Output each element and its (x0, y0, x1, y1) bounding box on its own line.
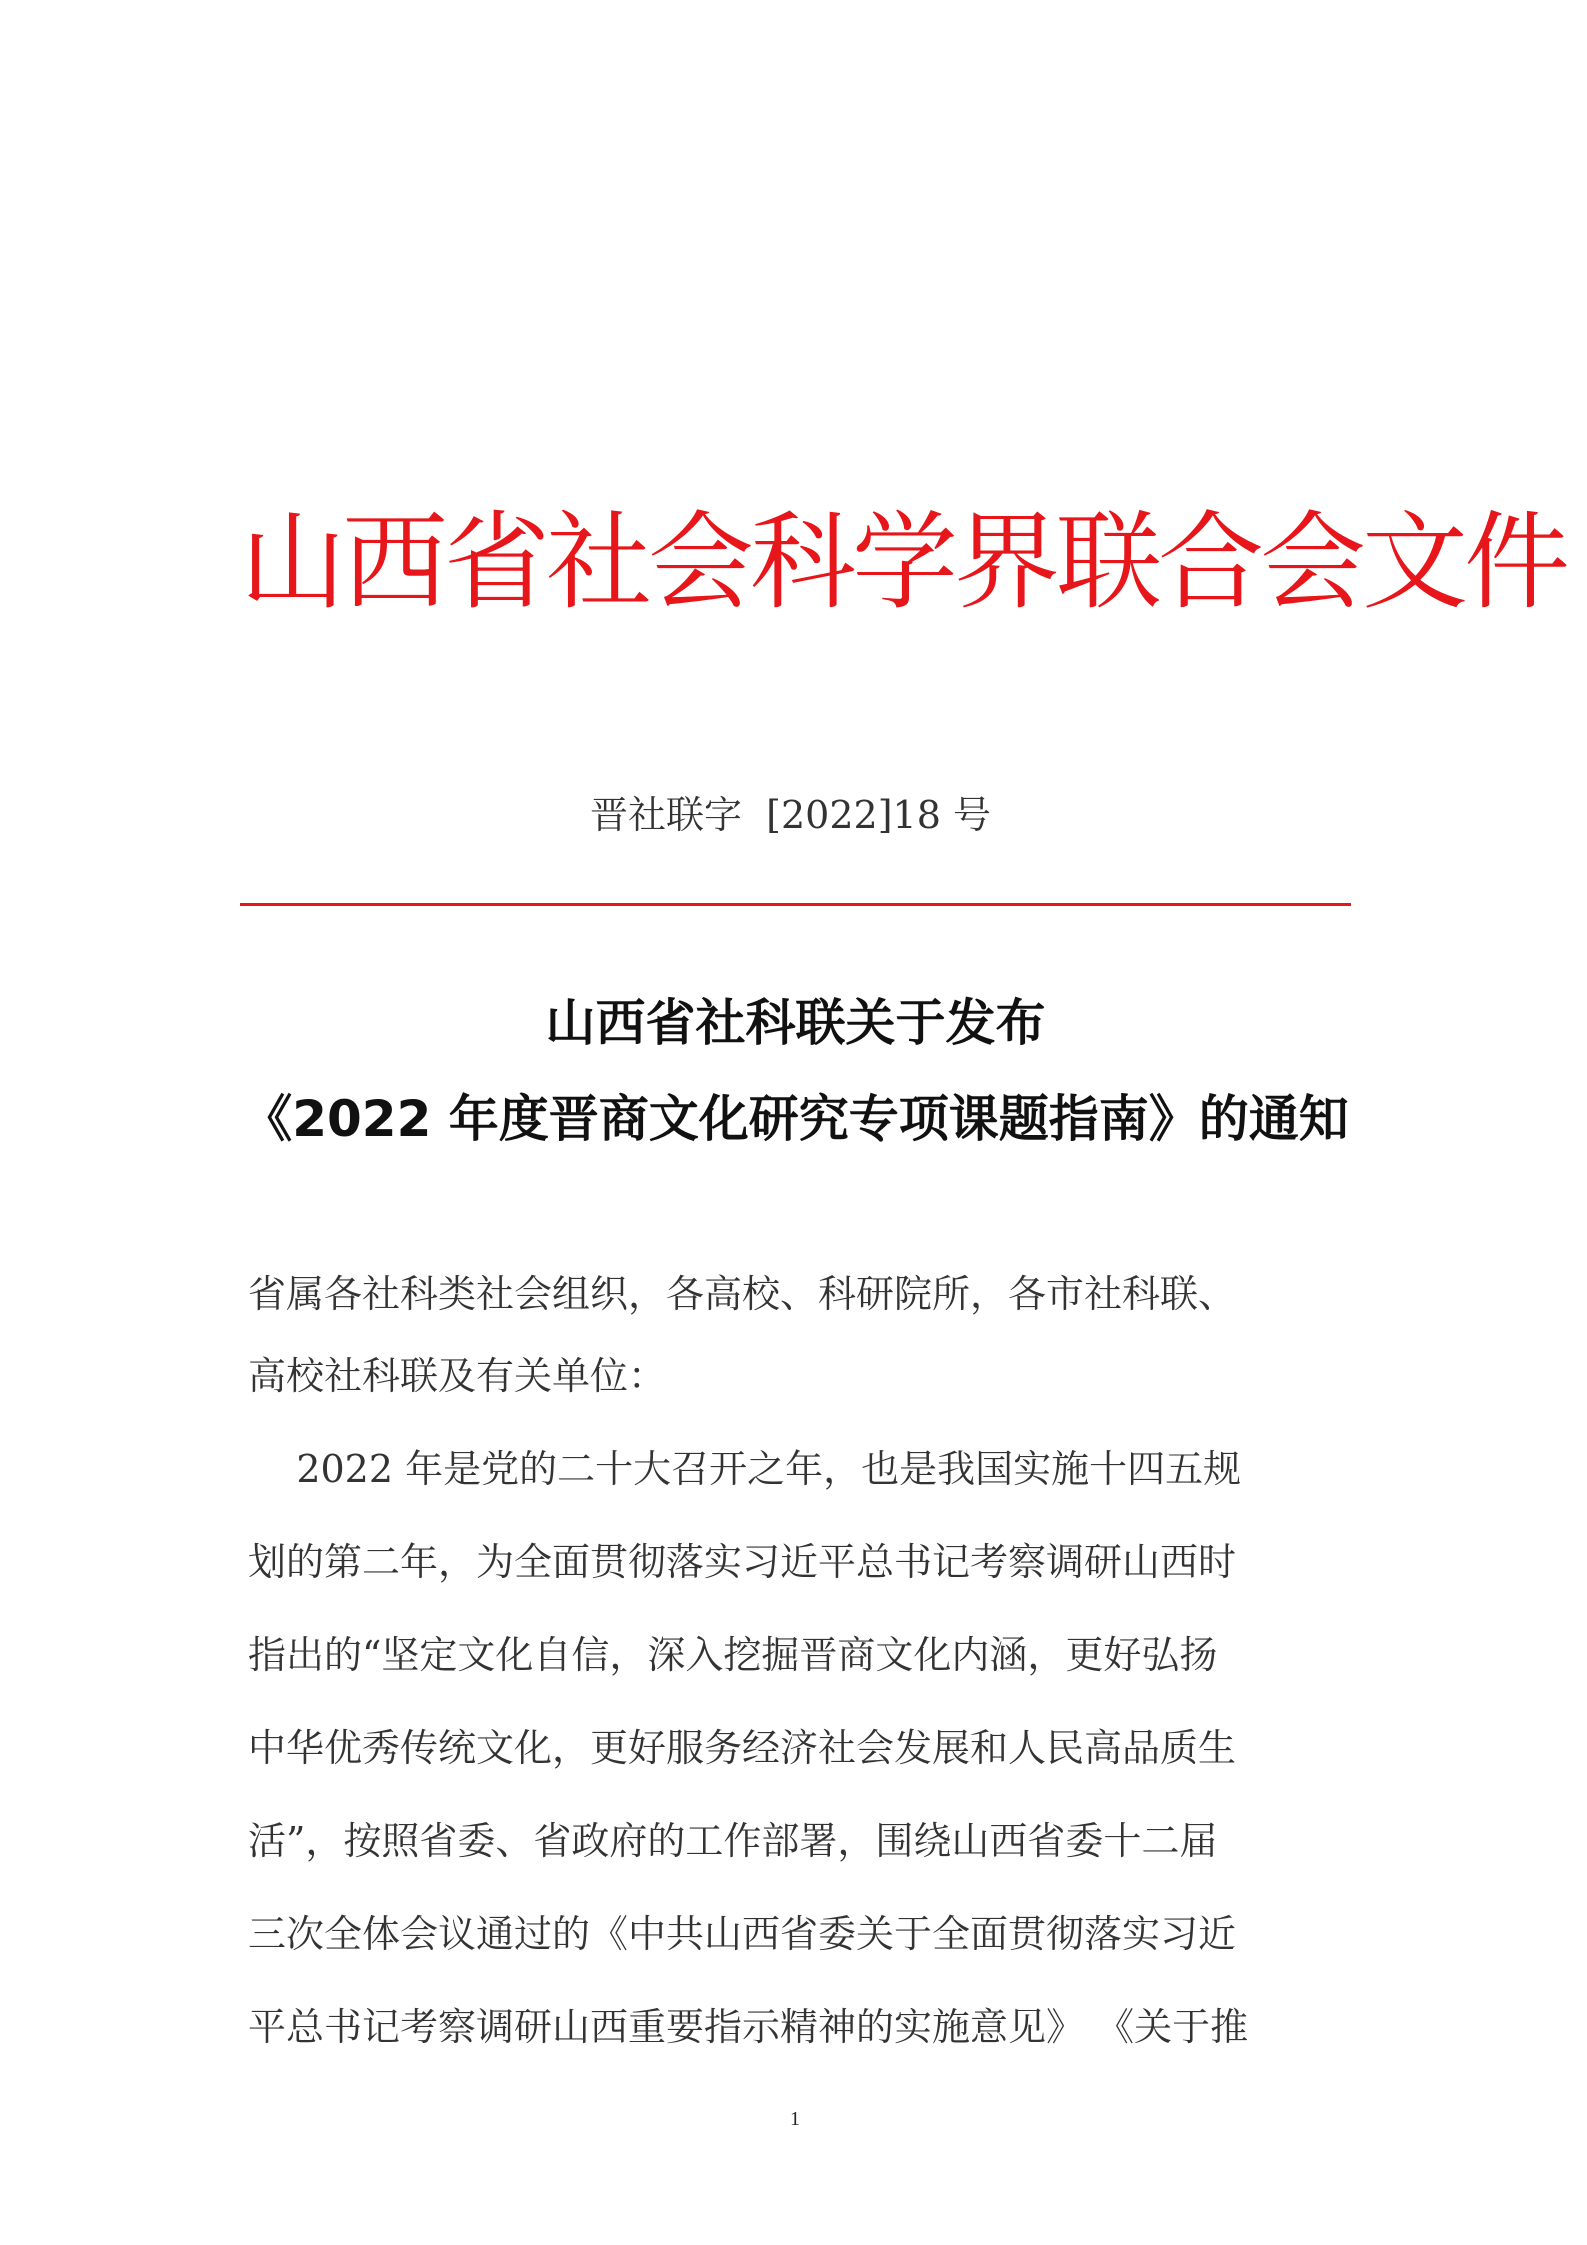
document-header-title: 山西省社会科学界联合会文件 (240, 501, 1566, 624)
body-line: 划的第二年，为全面贯彻落实习近平总书记考察调研山西时 (248, 1540, 1237, 1584)
body-line: 高校社科联及有关单位： (248, 1354, 667, 1398)
notice-title-line1: 山西省社科联关于发布 (545, 994, 1046, 1052)
page-number: 1 (790, 2108, 800, 2130)
body-line: 中华优秀传统文化，更好服务经济社会发展和人民高品质生 (248, 1726, 1237, 1770)
notice-title-line2: 《2022 年度晋商文化研究专项课题指南》的通知 (242, 1090, 1349, 1148)
body-line: 省属各社科类社会组织，各高校、科研院所，各市社科联、 (248, 1272, 1237, 1316)
body-line: 2022 年是党的二十大召开之年，也是我国实施十四五规 (248, 1447, 1242, 1491)
body-line: 指出的“坚定文化自信，深入挖掘晋商文化内涵，更好弘扬 (248, 1633, 1218, 1677)
body-line: 平总书记考察调研山西重要指示精神的实施意见》 《关于推 (248, 2005, 1249, 2049)
header-divider (240, 903, 1351, 906)
body-line: 活”，按照省委、省政府的工作部署，围绕山西省委十二届 (248, 1819, 1218, 1863)
body-line: 三次全体会议通过的《中共山西省委关于全面贯彻落实习近 (248, 1912, 1237, 1956)
document-number: 晋社联字 [2022]18 号 (590, 793, 991, 837)
